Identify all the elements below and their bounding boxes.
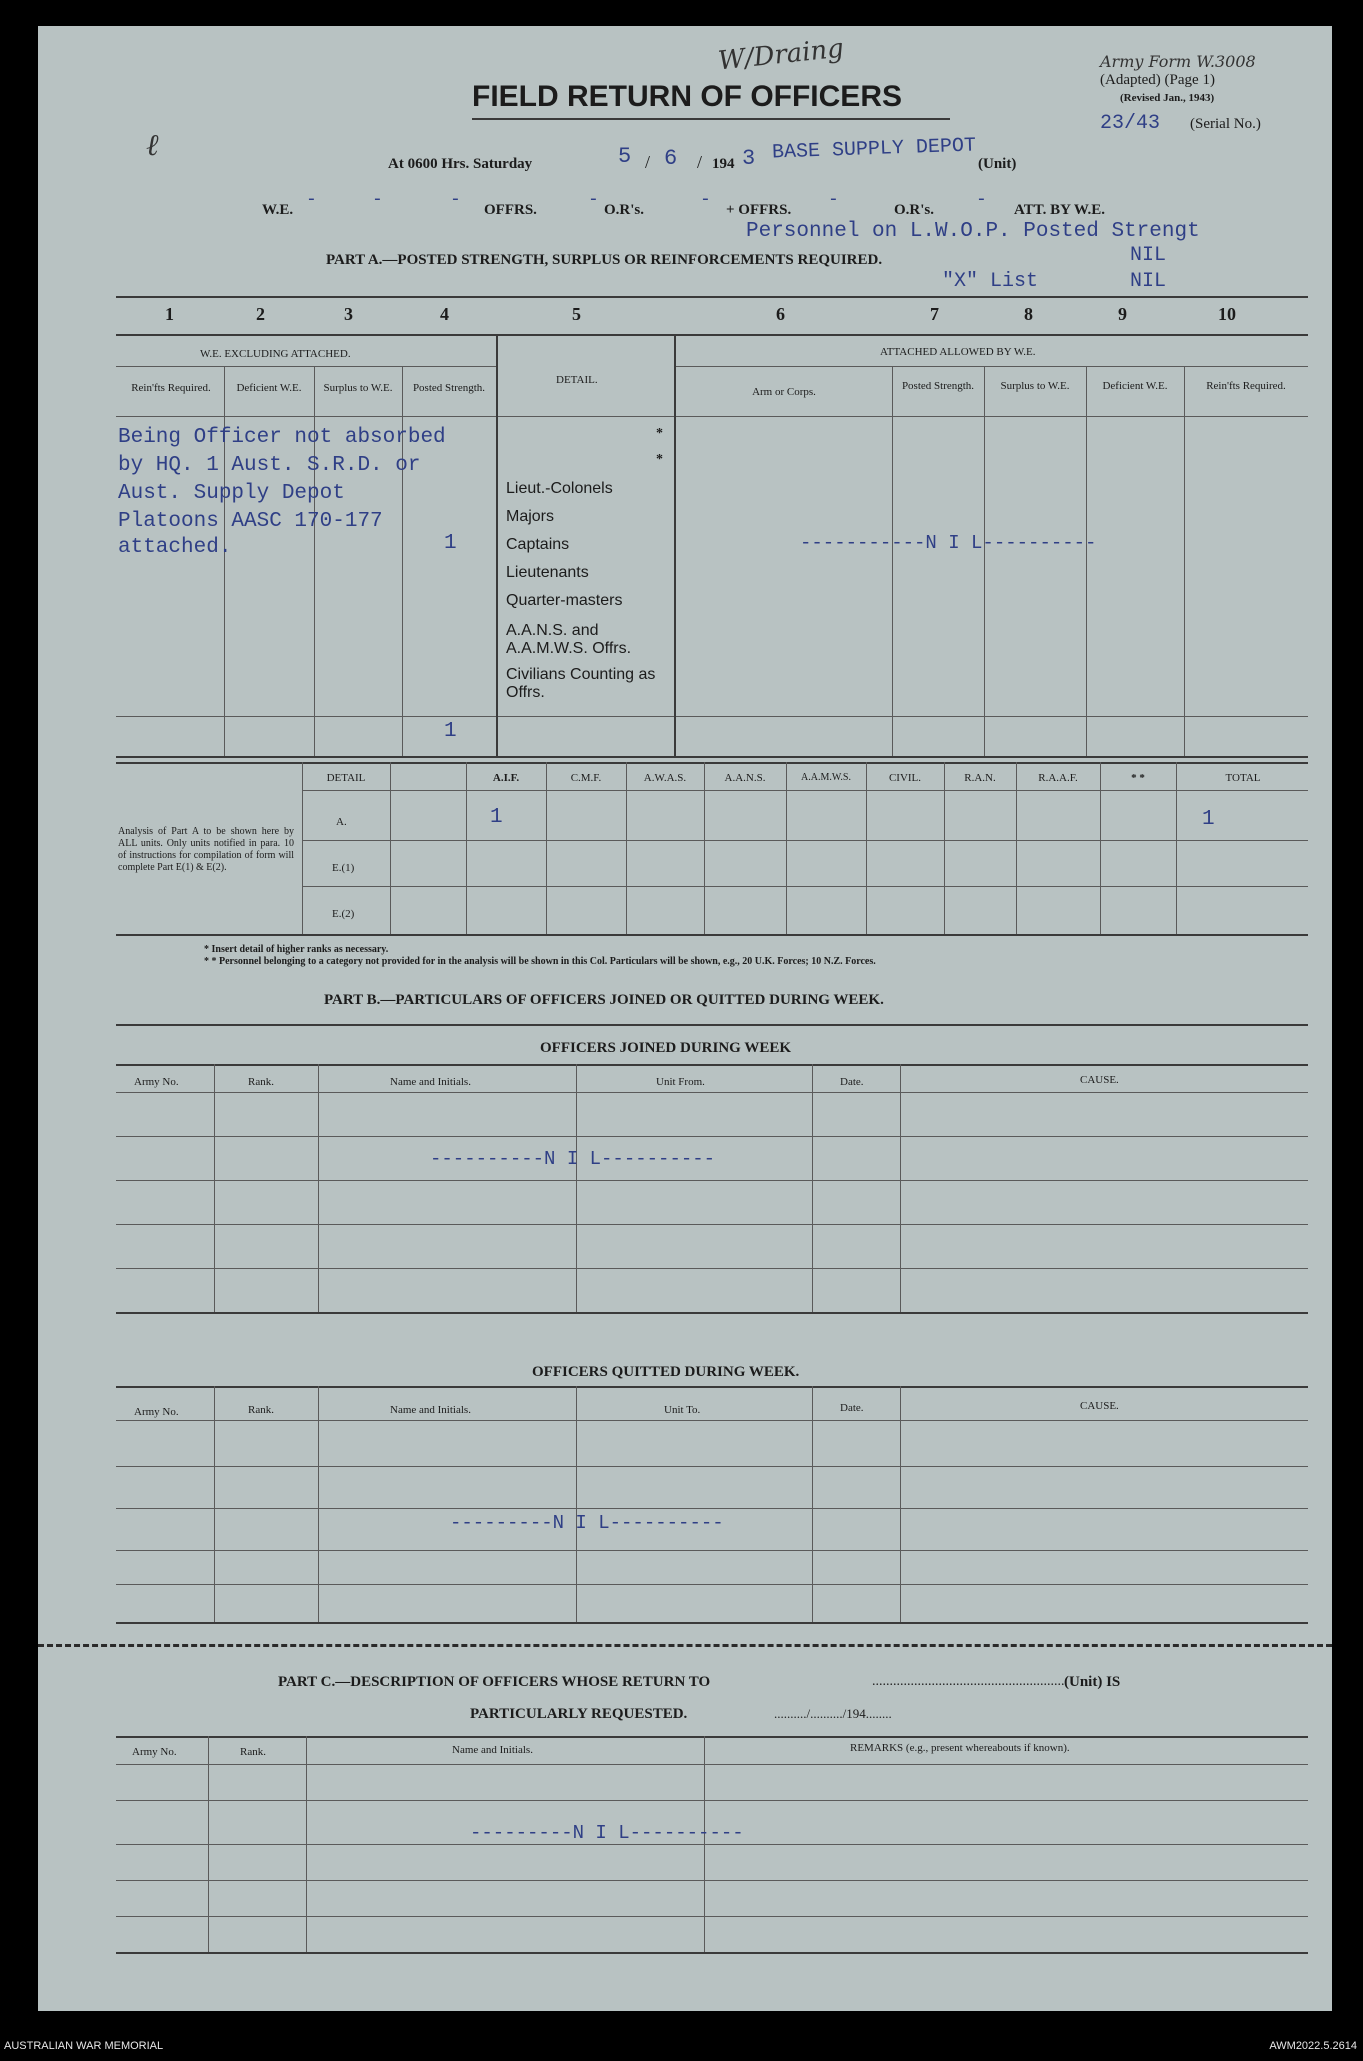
col-header: Posted Strength.	[412, 382, 486, 394]
joined-col-header: Rank.	[248, 1076, 274, 1088]
we-dash7: -	[976, 190, 987, 210]
we-dash6: -	[828, 190, 839, 210]
grid-line	[1176, 762, 1177, 934]
grid-line	[1016, 762, 1017, 934]
col-header: Arm or Corps.	[752, 386, 816, 398]
grid-line	[866, 762, 867, 934]
date-slash1: /	[645, 152, 651, 172]
quitted-col-header: Rank.	[248, 1404, 274, 1416]
col-number: 4	[440, 304, 449, 324]
grid-line	[116, 1844, 1308, 1845]
grid-line	[302, 762, 303, 934]
rank-label: Quarter-masters	[506, 592, 623, 609]
footer-left: AUSTRALIAN WAR MEMORIAL	[4, 2040, 164, 2052]
grid-line	[116, 334, 1308, 336]
handwritten-mark: ℓ	[146, 128, 159, 163]
we-dash2: -	[372, 190, 383, 210]
grid-line	[900, 1386, 901, 1622]
x-list-note: "X" List	[942, 270, 1039, 293]
we-label: W.E.	[262, 202, 294, 218]
grid-line	[318, 1386, 319, 1622]
col-number: 7	[930, 304, 939, 324]
we-dash3: -	[450, 190, 461, 210]
grid-line	[116, 1952, 1308, 1954]
analysis-header: CIVIL.	[888, 772, 922, 784]
grid-line	[302, 886, 1308, 887]
grid-line	[116, 1092, 1308, 1093]
date-slash2: /	[697, 152, 703, 172]
grid-line	[674, 366, 1308, 367]
grid-line	[302, 840, 1308, 841]
grid-line	[116, 1880, 1308, 1881]
col-header: Deficient W.E.	[236, 382, 302, 394]
col-number: 5	[572, 304, 581, 324]
grid-line	[116, 1224, 1308, 1225]
grid-line	[116, 1180, 1308, 1181]
title-underline	[472, 118, 950, 120]
part-c-col-header: REMARKS (e.g., present whereabouts if known).	[850, 1742, 1070, 1754]
total-posted-value: 1	[444, 720, 457, 743]
date-year-digit: 3	[742, 146, 756, 171]
grid-line	[116, 1622, 1308, 1624]
grid-line	[704, 762, 705, 934]
grid-line	[1100, 762, 1101, 934]
date-day: 5	[618, 144, 632, 169]
at-label: At 0600 Hrs. Saturday	[388, 156, 533, 172]
we-dash4: -	[588, 190, 599, 210]
part-c-col-header: Rank.	[240, 1746, 266, 1758]
grid-line	[944, 762, 945, 934]
col-number: 2	[256, 304, 265, 324]
unit-label: (Unit)	[978, 156, 1017, 172]
handwritten-signature: W/Draing	[716, 33, 846, 77]
grid-line	[318, 1064, 319, 1312]
rank-label: Lieutenants	[506, 564, 589, 581]
part-c-blank: .......................................................	[872, 1674, 1065, 1689]
analysis-header: A.A.N.S.	[724, 772, 766, 784]
grid-line	[214, 1386, 215, 1622]
quitted-nil: ---------N I L----------	[450, 1512, 724, 1534]
footnote: * * Personnel belonging to a category not provided for in the analysis will be shown in this Col. Particulars will be shown, e.g., 20 U.K. Forces; 10 N.Z. Forces.	[204, 956, 876, 967]
part-c-line2: PARTICULARLY REQUESTED.	[470, 1706, 688, 1722]
col-header: Surplus to W.E.	[1000, 380, 1070, 392]
footer-right: AWM2022.5.2614	[1269, 2040, 1357, 2052]
grid-line	[116, 1466, 1308, 1467]
grid-line	[786, 762, 787, 934]
col-number: 1	[165, 304, 174, 324]
joined-col-header: Name and Initials.	[390, 1076, 471, 1088]
grid-line	[116, 1800, 1308, 1801]
rank-label: Captains	[506, 536, 570, 553]
att-label: ATT. BY W.E.	[1014, 202, 1106, 218]
analysis-header: R.A.N.	[964, 772, 996, 784]
analysis-row-label: E.(2)	[332, 908, 355, 920]
plus-offrs-label: + OFFRS.	[726, 202, 792, 218]
asterisk-mark: *	[656, 452, 663, 467]
analysis-note: Analysis of Part A to be shown here by ALL units. Only units notified in para. 10 of instructions for compilation of form will complete Part E(1) & E(2).	[118, 826, 294, 873]
we-excluding-label: W.E. EXCLUDING ATTACHED.	[200, 348, 351, 360]
col-header: Rein'fts Required.	[1206, 380, 1286, 392]
col-header: Rein'fts Required.	[131, 382, 211, 394]
grid-line	[576, 1386, 577, 1622]
form-ref-line2: (Adapted) (Page 1)	[1100, 72, 1215, 88]
attached-allowed-label: ATTACHED ALLOWED BY W.E.	[880, 346, 1036, 358]
grid-line	[116, 416, 1308, 417]
grid-line	[466, 762, 467, 934]
col-header: Posted Strength.	[901, 380, 975, 392]
grid-line	[984, 366, 985, 756]
footnote: * Insert detail of higher ranks as necessary.	[204, 944, 389, 955]
typed-remark-line: by HQ. 1 Aust. S.R.D. or	[118, 454, 421, 477]
grid-line	[224, 366, 225, 756]
detail-label: DETAIL.	[556, 374, 598, 386]
grid-line	[892, 366, 893, 756]
grid-line	[116, 1916, 1308, 1917]
grid-line	[116, 1508, 1308, 1509]
joined-col-header: CAUSE.	[1080, 1074, 1119, 1086]
typed-remark-line: Platoons AASC 170-177	[118, 510, 383, 533]
grid-line	[214, 1064, 215, 1312]
grid-line	[116, 1064, 1308, 1066]
grid-line	[116, 1736, 1308, 1738]
analysis-header: TOTAL	[1225, 772, 1261, 784]
form-title: FIELD RETURN OF OFFICERS	[472, 80, 902, 113]
ors2-label: O.R's.	[894, 202, 935, 218]
captains-posted-value: 1	[444, 532, 457, 555]
joined-col-header: Army No.	[134, 1076, 179, 1088]
joined-heading: OFFICERS JOINED DURING WEEK	[540, 1040, 792, 1056]
quitted-col-header: Unit To.	[664, 1404, 701, 1416]
grid-line	[116, 1386, 1308, 1388]
part-c-nil: ---------N I L----------	[470, 1822, 744, 1844]
col-header: Surplus to W.E.	[323, 382, 393, 394]
grid-line	[306, 1736, 307, 1952]
grid-line	[812, 1386, 813, 1622]
quitted-col-header: Date.	[840, 1402, 864, 1414]
nil-note-1: NIL	[1130, 244, 1167, 267]
col-header: Deficient W.E.	[1102, 380, 1168, 392]
quitted-col-header: Army No.	[134, 1406, 179, 1418]
grid-line	[208, 1736, 209, 1952]
analysis-total-value: 1	[1202, 808, 1215, 831]
analysis-header: A.A.M.W.S.	[801, 772, 851, 783]
rank-label: A.A.N.S. and A.A.M.W.S. Offrs.	[506, 622, 632, 657]
grid-line	[546, 762, 547, 934]
perforation-line	[38, 1644, 1332, 1647]
unit-value: BASE SUPPLY DEPOT	[771, 134, 977, 165]
we-dash1: -	[306, 190, 317, 210]
grid-line	[302, 790, 1308, 791]
analysis-row-label: A.	[336, 816, 347, 828]
grid-line	[116, 756, 1308, 758]
grid-line	[314, 366, 315, 756]
serial-value: 23/43	[1100, 112, 1161, 135]
we-dash5: -	[700, 190, 711, 210]
col-number: 6	[776, 304, 785, 324]
grid-line	[1086, 366, 1087, 756]
grid-line	[812, 1064, 813, 1312]
rank-label: Majors	[506, 508, 555, 525]
serial-label: (Serial No.)	[1190, 116, 1261, 132]
analysis-header: DETAIL	[326, 772, 366, 784]
col-number: 10	[1218, 304, 1236, 324]
grid-line	[576, 1064, 577, 1312]
asterisk-mark: *	[656, 426, 663, 441]
quitted-heading: OFFICERS QUITTED DURING WEEK.	[532, 1364, 800, 1380]
grid-line	[116, 366, 496, 367]
rank-label: Lieut.-Colonels	[506, 480, 613, 497]
grid-line	[116, 296, 1308, 298]
ors-label: O.R's.	[604, 202, 645, 218]
typed-remark-line: Being Officer not absorbed	[118, 426, 446, 449]
grid-line	[900, 1064, 901, 1312]
grid-line	[116, 1268, 1308, 1269]
joined-col-header: Unit From.	[656, 1076, 705, 1088]
personnel-note: Personnel on L.W.O.P. Posted Strengt	[746, 220, 1200, 243]
col-number: 3	[344, 304, 353, 324]
analysis-row-label: E.(1)	[332, 862, 355, 874]
grid-line	[116, 762, 1308, 764]
col-number: 8	[1024, 304, 1033, 324]
joined-nil: ----------N I L----------	[430, 1148, 716, 1170]
analysis-header: A.W.A.S.	[643, 772, 687, 784]
grid-line	[390, 762, 391, 934]
part-c-col-header: Army No.	[132, 1746, 177, 1758]
part-c-heading: PART C.—DESCRIPTION OF OFFICERS WHOSE RETURN TO	[278, 1674, 711, 1690]
grid-line	[626, 762, 627, 934]
part-a-heading: PART A.—POSTED STRENGTH, SURPLUS OR REINFORCEMENTS REQUIRED.	[326, 252, 883, 268]
offrs-label: OFFRS.	[484, 202, 537, 218]
quitted-col-header: Name and Initials.	[390, 1404, 471, 1416]
part-c-col-header: Name and Initials.	[452, 1744, 533, 1756]
grid-line	[116, 1136, 1308, 1137]
grid-line	[116, 1584, 1308, 1585]
analysis-header: R.A.A.F.	[1038, 772, 1078, 784]
typed-remark-line: attached.	[118, 536, 232, 559]
part-b-heading: PART B.—PARTICULARS OF OFFICERS JOINED OR QUITTED DURING WEEK.	[324, 992, 884, 1008]
grid-line	[116, 934, 1308, 936]
grid-line	[116, 716, 1308, 717]
grid-line	[402, 366, 403, 756]
grid-line	[116, 1764, 1308, 1765]
form-ref-line3: (Revised Jan., 1943)	[1120, 92, 1215, 104]
nil-note-2: NIL	[1130, 270, 1167, 293]
grid-line	[496, 334, 498, 756]
quitted-col-header: CAUSE.	[1080, 1400, 1119, 1412]
form-ref-line1: Army Form W.3008	[1100, 52, 1256, 71]
analysis-aif-value: 1	[490, 806, 503, 829]
joined-col-header: Date.	[840, 1076, 864, 1088]
part-c-heading-suffix: (Unit) IS	[1064, 1674, 1121, 1690]
grid-line	[1184, 366, 1185, 756]
analysis-header: C.M.F.	[570, 772, 602, 784]
typed-remark-line: Aust. Supply Depot	[118, 482, 345, 505]
grid-line	[116, 1024, 1308, 1026]
grid-line	[704, 1736, 705, 1952]
attached-nil: -----------N I L----------	[800, 532, 1097, 554]
grid-line	[116, 1420, 1308, 1421]
date-year-prefix: 194	[712, 156, 735, 172]
analysis-header: A.I.F.	[492, 772, 520, 784]
part-c-date-blank: ........../........../194........	[774, 1706, 892, 1721]
analysis-header: * *	[1131, 772, 1145, 784]
grid-line	[116, 1550, 1308, 1551]
grid-line	[116, 1312, 1308, 1314]
rank-label: Civilians Counting as Offrs.	[506, 666, 656, 701]
date-month: 6	[664, 146, 678, 171]
col-number: 9	[1118, 304, 1127, 324]
